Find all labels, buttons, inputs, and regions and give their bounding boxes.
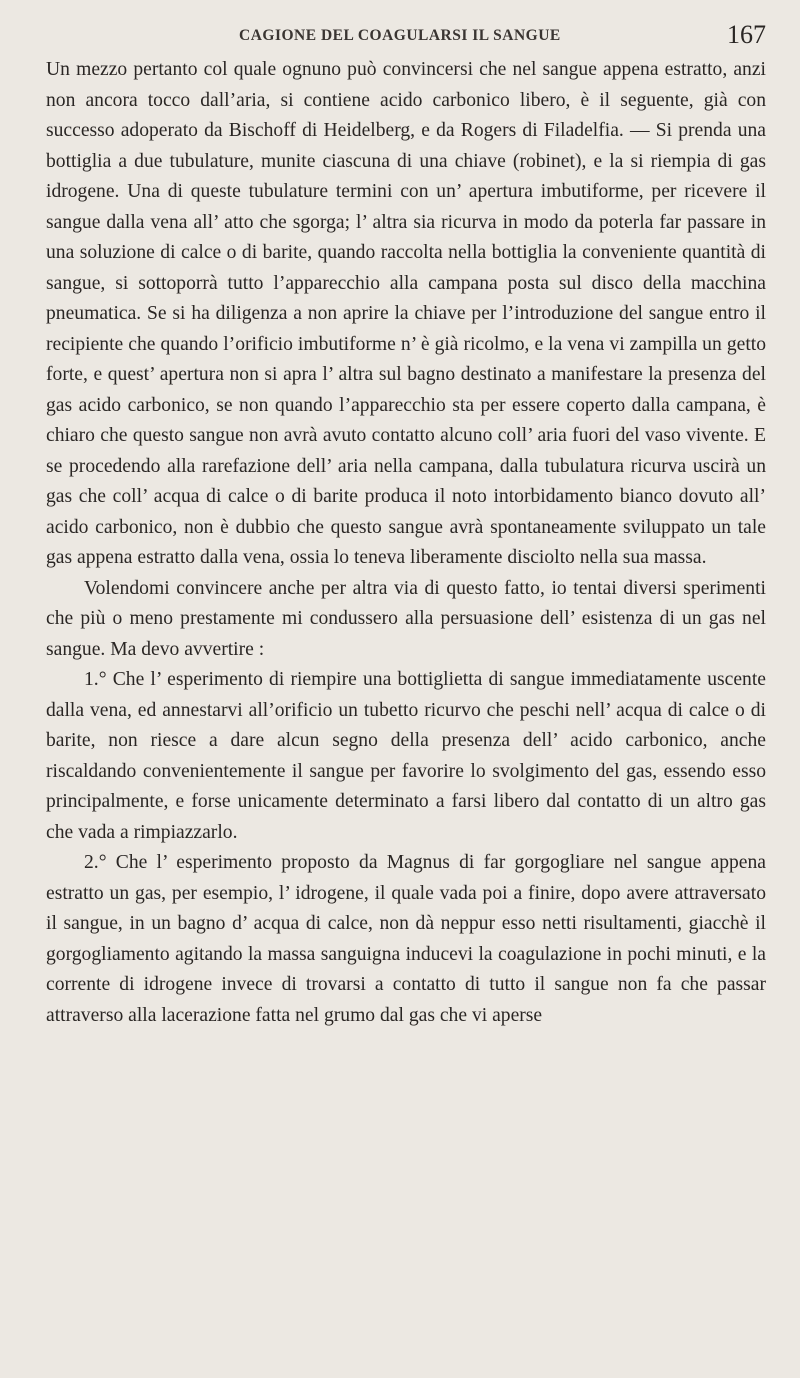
page-number: 167 (727, 20, 766, 49)
paragraph-2: Volendomi convincere anche per altra via di questo fatto, io tentai diversi sperimenti che più o meno prestamente mi condussero alla persuasione dell’ esistenza di un gas nel sangue. Ma devo avvertire : (46, 577, 766, 660)
paragraph-1: Un mezzo pertanto col quale ognuno può convincersi che nel sangue appena estratto, anzi non ancora tocco dall’aria, si contiene acido carbonico libero, è il seguente, già con successo adoperato da Bischoff di Heidelberg, e da Rogers di Filadelfia. — Si prenda una bottiglia a due tubulature, munite ciascuna di una chiave (robinet), e la si riempia di gas idrogene. Una di queste tubulature termini con un’ apertura imbutiforme, per ricevere il sangue dalla vena all’ atto che sgorga; l’ altra sia ricurva in modo da poterla far passare in una soluzione di calce o di barite, quando raccolta nella bottiglia la conveniente quantità di sangue, si sottoporrà tutto l’apparecchio alla campana posta sul disco della macchina pneumatica. Se si ha diligenza a non aprire la chiave per l’introduzione del sangue entro il recipiente che quando l’orificio imbutiforme n’ è già ricolmo, e la vena vi zampilla un getto forte, e quest’ apertura non si apra l’ altra sul bagno destinato a manifestare la presenza del gas acido carbonico, se non quando l’apparecchio sta per essere coperto dalla campana, è chiaro che questo sangue non avrà avuto contatto alcuno coll’ aria fuori del vaso vivente. E se procedendo alla rarefazione dell’ aria nella campana, dalla tubulatura ricurva uscirà un gas che coll’ acqua di calce o di barite produca il noto intorbidamento bianco dovuto all’ acido carbonico, non è dubbio che questo sangue avrà spontaneamente sviluppato un tale gas appena estratto dalla vena, ossia lo teneva liberamente disciolto nella sua massa. (46, 59, 766, 568)
running-head (44, 20, 766, 56)
running-title: CAGIONE DEL COAGULARSI IL SANGUE (239, 27, 561, 44)
body-text (46, 55, 766, 1031)
paragraph-4: 2.° Che l’ esperimento proposto da Magnus di far gorgogliare nel sangue appena estratto un gas, per esempio, l’ idrogene, il quale vada poi a finire, dopo avere attraversato il sangue, in un bagno d’ acqua di calce, non dà neppur esso netti risultamenti, giacchè il gorgogliamento agitando la massa sanguigna inducevi la coagulazione in pochi minuti, e la corrente di idrogene invece di trovarsi a contatto di tutto il sangue non fa che passar attraverso alla lacerazione fatta nel grumo dal gas che vi aperse (46, 852, 766, 1026)
paragraph-3: 1.° Che l’ esperimento di riempire una bottiglietta di sangue immediatamente uscente dalla vena, ed annestarvi all’orificio un tubetto ricurvo che peschi nell’ acqua di calce o di barite, non riesce a dare alcun segno della presenza dell’ acido carbonico, anche riscaldando convenientemente il sangue per favorire lo svolgimento del gas, essendo esso principalmente, e forse unicamente determinato a farsi libero dal contatto di un altro gas che vada a rimpiazzarlo. (46, 669, 766, 843)
